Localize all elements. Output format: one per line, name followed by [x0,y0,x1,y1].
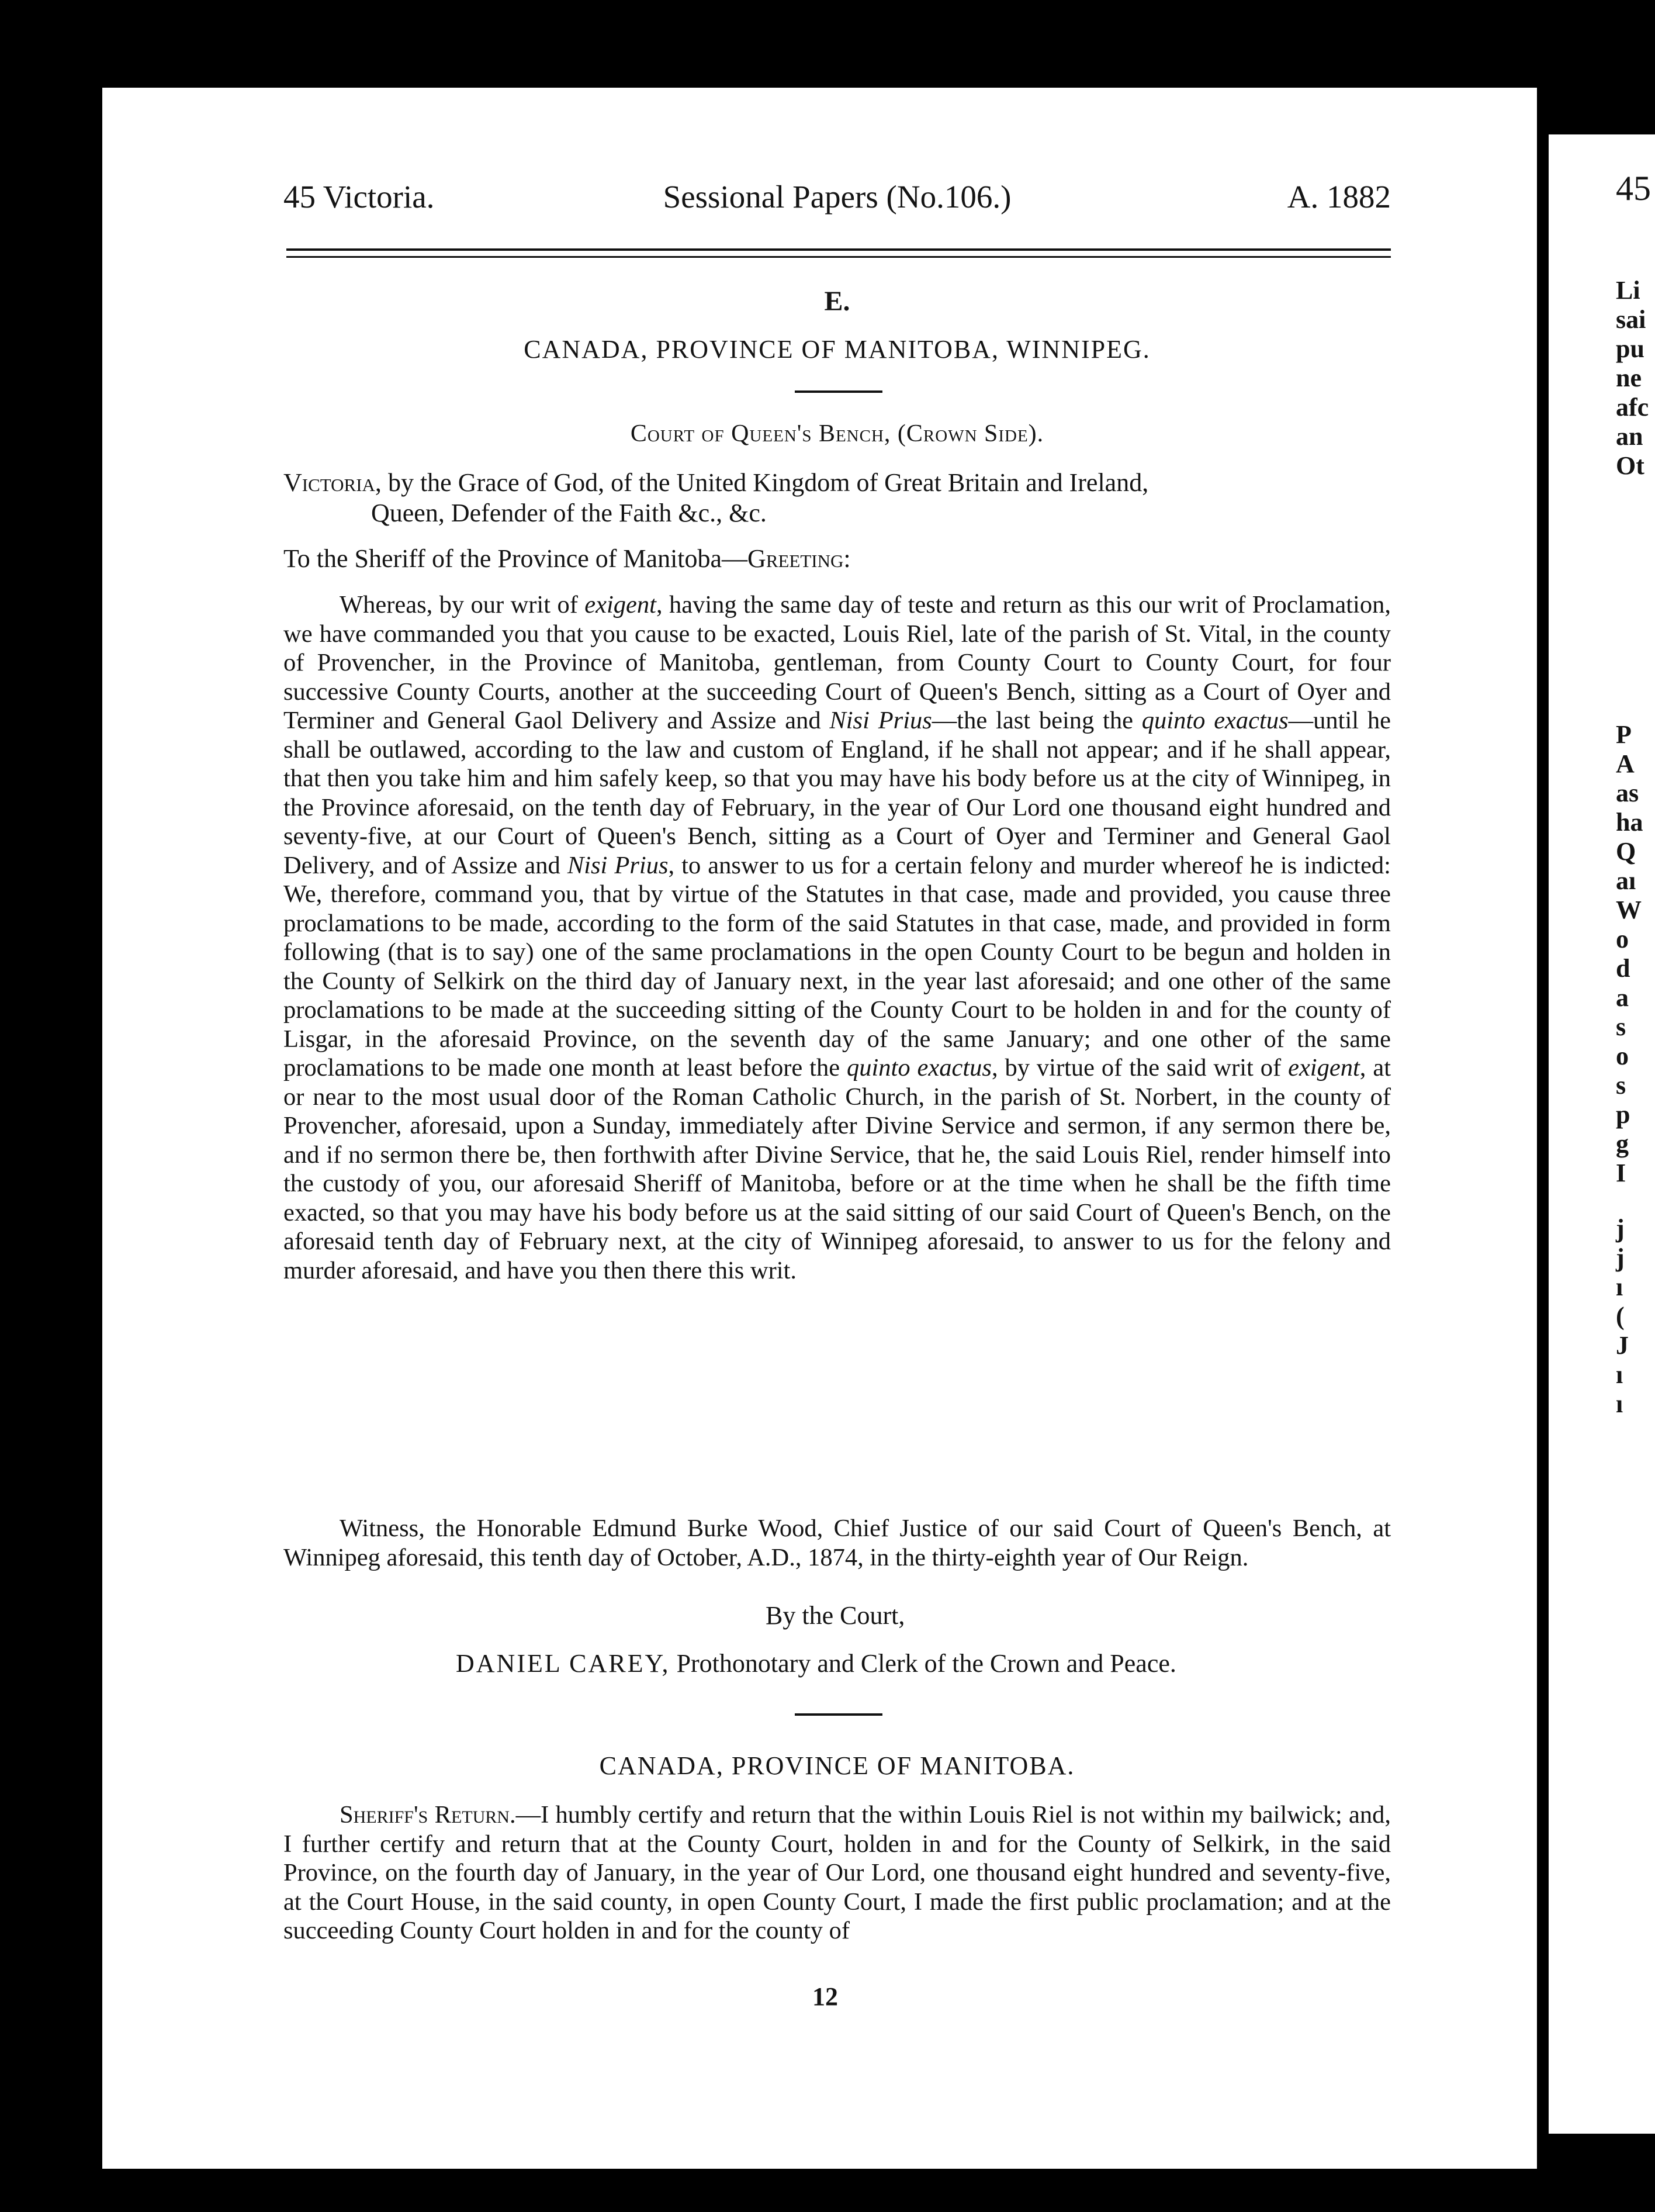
text-run: , at or near to the most usual door of the Roman Catholic Church, in the parish of St. Norbert, in the county of Provencher, aforesaid, upon a Sunday, immediately after Divine Service and sermon, if any sermon there be, and if no sermon there be, then forthwith after Divine Service, that he, the said Louis Riel, render himself into the custody of you, our aforesaid Sheriff of Manitoba, before or at the time when he shall be the fifth time exacted, so that you may have his body before us at the said sitting of our said Court of Queen's Bench, on the aforesaid tenth day of February next, at the city of Winnipeg aforesaid, to answer to us for the felony and murder aforesaid, and have you then there this writ. [283,1054,1391,1284]
writ-line-1 [283,468,1391,498]
signer-title: Prothonotary and Clerk of the Crown and Peace. [670,1649,1176,1678]
adjacent-fragment: p [1616,1100,1630,1129]
running-head-left: 45 Victoria. [283,179,435,215]
adjacent-fragment: as [1616,779,1639,807]
witness-paragraph: Witness, the Honorable Edmund Burke Wood, Chief Justice of our said Court of Queen's Bench, at Winnipeg aforesaid, this tenth day of October, A.D., 1874, in the thirty-eighth year of Our Reign. [283,1515,1391,1571]
text-run: , by virtue of the said writ of [991,1054,1289,1081]
adjacent-fragment: a [1616,983,1629,1012]
page-number: 12 [812,1982,838,2011]
adjacent-fragment: Li [1616,276,1640,305]
return-text: —I humbly certify and return that the within Louis Riel is not within my bailwick; and, I further certify and return that at the County Court, holden in and for the County of Selkirk, in the said Province, on the fourth day of January, in the year of Our Lord, one thousand eight hundred and seventy-five, at the Court House, in the said county, in open County Court, I made the first public proclamation; and at the succeeding County Court holden in and for the county of [283,1801,1391,1944]
adjacent-fragment: W [1616,896,1642,924]
italic-term: Nisi Prius [829,707,932,734]
adjacent-fragment: P [1616,720,1632,749]
text-run: —until he shall be outlawed, according to the law and custom of England, if he shall not appear; and if he shall appear, that then you take him and him safely keep, so that you may have his body before us at the city of Winnipeg, in the Province aforesaid, on the tenth day of February, in the year of Our Lord one thousand eight hundred and seventy-five, at our Court of Queen's Bench, sitting as a Court of Oyer and Terminer and General Gaol Delivery, and of Assize and [283,707,1391,879]
header-double-rule [286,248,1391,258]
running-head-right: A. 1882 [1287,179,1391,215]
main-heading: CANADA, PROVINCE OF MANITOBA, WINNIPEG. [524,335,1151,364]
greeting-prefix: To the Sheriff of the Province of Manitoba— [283,544,748,573]
running-head-center: Sessional Papers (No.106.) [663,179,1012,215]
adjacent-fragment: an [1616,422,1643,451]
signature-line [456,1648,1176,1678]
adjacent-fragment: s [1616,1012,1626,1041]
running-head [283,178,1391,225]
italic-term: quinto exactus [846,1054,992,1081]
adjacent-fragment: ı [1616,1390,1623,1418]
writ-line-2: Queen, Defender of the Faith &c., &c. [371,499,767,527]
adjacent-fragment: ( [1616,1302,1625,1330]
adjacent-fragment: j [1616,1214,1625,1243]
adjacent-fragment: Ot [1616,451,1644,480]
adjacent-fragment: ı [1616,1360,1623,1389]
short-divider [795,390,882,393]
adjacent-fragment: s [1616,1071,1626,1100]
sovereign-name: Victoria, [283,468,382,497]
signer-name: DANIEL CAREY, [456,1649,670,1678]
text-run: —the last being the [932,707,1142,734]
adjacent-fragment: j [1616,1243,1625,1272]
adjacent-fragment: aı [1616,866,1636,895]
adjacent-fragment: g [1616,1129,1629,1158]
greeting-line [283,544,1391,574]
adjacent-fragment: o [1616,925,1629,953]
writ-body-paragraph [283,590,1391,1285]
adjacent-fragment: o [1616,1042,1629,1070]
adjacent-fragment: pu [1616,334,1644,363]
text-run: , to answer to us for a certain felony and murder whereof he is indicted: We, therefore, command you, that by virtue of the Statutes in that case, made and provided, you cause three proclamations to be made, according to the form of the said Statutes in that case, made, and provided in form following (that is to say) one of the same proclamations in the open County Court to be begun and holden in the County of Selkirk on the third day of January next, in the year last aforesaid; and one other of the same proclamations to be made at the succeeding sitting of the County Court to be holden in and for the county of Lisgar, in the aforesaid Province, on the seventh day of the same January; and one other of the same proclamations to be made one month at least before the [283,851,1391,1081]
adjacent-fragment: J [1616,1331,1629,1360]
section-letter: E. [824,286,850,317]
adjacent-fragment: ı [1616,1273,1623,1301]
adjacent-page-fragments [1616,0,1655,2212]
italic-term: exigent [584,591,656,618]
return-label: Sheriff's Return. [340,1801,516,1829]
adjacent-fragment: afc [1616,393,1649,421]
writ-opening [283,468,1391,528]
writ-line-1-text: by the Grace of God, of the United Kingdom of Great Britain and Ireland, [381,468,1149,497]
italic-term: quinto exactus [1141,707,1289,734]
second-heading: CANADA, PROVINCE OF MANITOBA. [599,1751,1075,1780]
adjacent-fragment: sai [1616,305,1646,334]
italic-term: Nisi Prius [567,851,669,879]
italic-term: exigent [1288,1054,1360,1081]
text-run: , having the same day of teste and return as this our writ of Proclamation, we have commanded you that you cause to be exacted, Louis Riel, late of the parish of St. Vital, in the county of Provencher, in the Province of Manitoba, gentleman, from County Court to County Court, for four successive County Courts, another at the succeeding Court of Queen's Bench, sitting as a Court of Oyer and Terminer and General Gaol Delivery and Assize and [283,591,1391,734]
adjacent-fragment: A [1616,749,1635,778]
adjacent-fragment: ne [1616,364,1642,392]
short-divider [795,1713,882,1716]
text-run: Whereas, by our writ of [340,591,585,618]
adjacent-fragment: ha [1616,808,1643,837]
by-the-court: By the Court, [766,1601,905,1630]
sheriff-return-paragraph [283,1800,1391,1945]
adjacent-fragment: I [1616,1159,1626,1187]
greeting-suffix: : [843,544,851,573]
adjacent-fragment: Q [1616,837,1636,866]
adjacent-fragment: 45 [1616,169,1651,208]
greeting-word: Greeting [747,544,844,573]
adjacent-fragment: d [1616,954,1630,983]
court-heading: Court of Queen's Bench, (Crown Side). [630,420,1044,447]
